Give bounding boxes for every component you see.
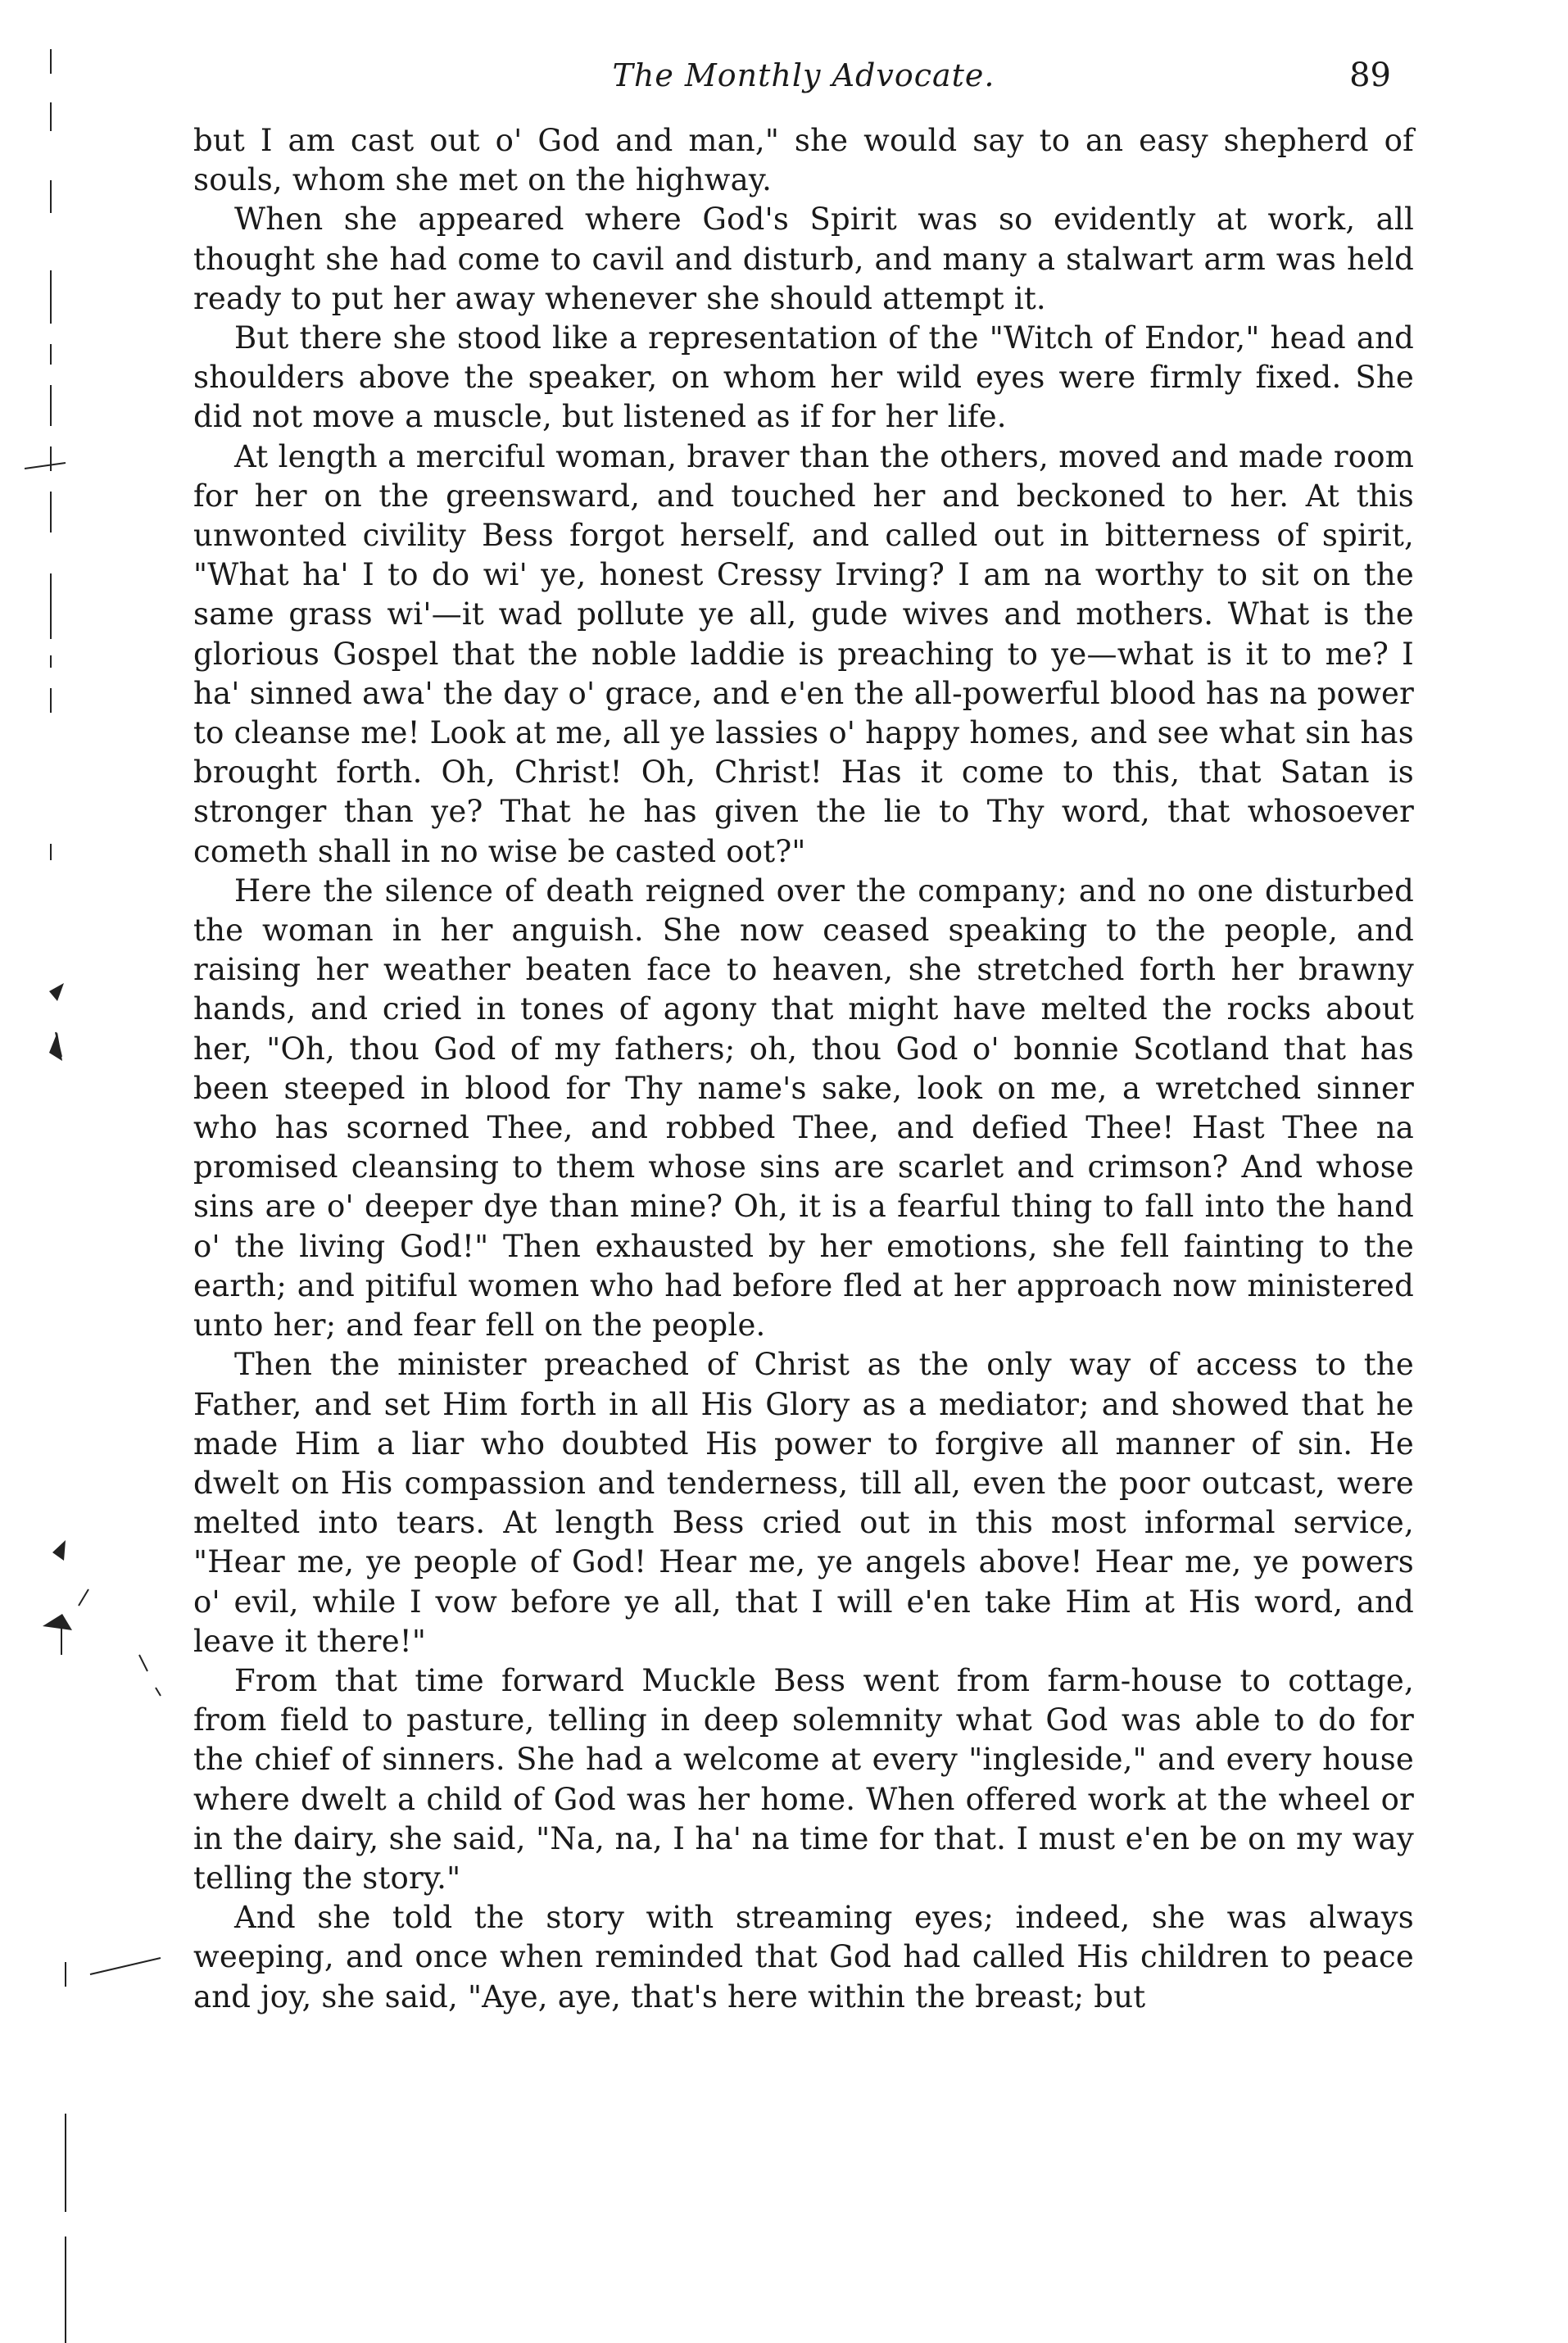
running-title: The Monthly Advocate. bbox=[612, 57, 995, 93]
page-number: 89 bbox=[1349, 57, 1391, 94]
paragraph: Here the silence of death reigned over the company; and no one disturbed the woman in her anguish. She now ceased speaking to the people, and raising her weather beaten face to heaven, she stretched forth her brawny hands, and cried in tones of agony that might have melted the rocks about her, "Oh, thou God of my fathers; oh, thou God o' bonnie Scotland that has been steeped in blood for Thy name's sake, look on me, a wretched sinner who has scorned Thee, and robbed Thee, and defied Thee! Hast Thee na promised cleansing to them whose sins are scarlet and crimson? And whose sins are o' deeper dye than mine? Oh, it is a fearful thing to fall into the hand o' the living God!" Then exhausted by her emotions, she fell fainting to the earth; and pitiful women who had before fled at her approach now ministered unto her; and fear fell on the people. bbox=[193, 872, 1414, 1344]
page-header bbox=[193, 51, 1414, 100]
paragraph: But there she stood like a representation of the "Witch of Endor," head and shoulders above the speaker, on whom her wild eyes were firmly fixed. She did not move a muscle, but listened as if for her life. bbox=[193, 320, 1414, 435]
margin-scan-marks bbox=[0, 0, 164, 2343]
paragraph: When she appeared where God's Spirit was so evidently at work, all thought she had come to cavil and disturb, and many a stalwart arm was held ready to put her away whenever she should attempt it. bbox=[193, 202, 1414, 316]
paragraph: And she told the story with streaming eyes; indeed, she was always weeping, and once when reminded that God had called His children to peace and joy, she said, "Aye, aye, that's here within the breast; but bbox=[193, 1900, 1414, 2014]
paragraph: but I am cast out o' God and man," she would say to an easy shepherd of souls, whom she met on the highway. bbox=[193, 123, 1414, 198]
paragraph: From that time forward Muckle Bess went from farm-house to cottage, from field to pasture, telling in deep solemnity what God was able to do for the chief of sinners. She had a welcome at every "ingleside," and every house where dwelt a child of God was her home. When offered work at the wheel or in the dairy, she said, "Na, na, I ha' na time for that. I must e'en be on my way telling the story." bbox=[193, 1662, 1414, 1896]
paragraph: Then the minister preached of Christ as the only way of access to the Father, and set Him forth in all His Glory as a mediator; and showed that he made Him a liar who doubted His power to forgive all manner of sin. He dwelt on His compassion and tenderness, till all, even the poor outcast, were melted into tears. At length Bess cried out in this most informal service, "Hear me, ye people of God! Hear me, ye angels above! Hear me, ye powers o' evil, while I vow before ye all, that I will e'en take Him at His word, and leave it there!" bbox=[193, 1347, 1414, 1659]
body-text bbox=[193, 121, 1414, 2017]
paragraph: At length a merciful woman, braver than the others, moved and made room for her on the greensward, and touched her and beckoned to her. At this unwonted civility Bess forgot herself, and called out in bitterness of spirit, "What ha' I to do wi' ye, honest Cressy Irving? I am na worthy to sit on the same grass wi'—it wad pollute ye all, gude wives and mothers. What is the glorious Gospel that the noble laddie is preaching to ye—what is it to me? I ha' sinned awa' the day o' grace, and e'en the all-powerful blood has na power to cleanse me! Look at me, all ye lassies o' happy homes, and see what sin has brought forth. Oh, Christ! Oh, Christ! Has it come to this, that Satan is stronger than ye? That he has given the lie to Thy word, that whosoever cometh shall in no wise be casted oot?" bbox=[193, 438, 1414, 869]
